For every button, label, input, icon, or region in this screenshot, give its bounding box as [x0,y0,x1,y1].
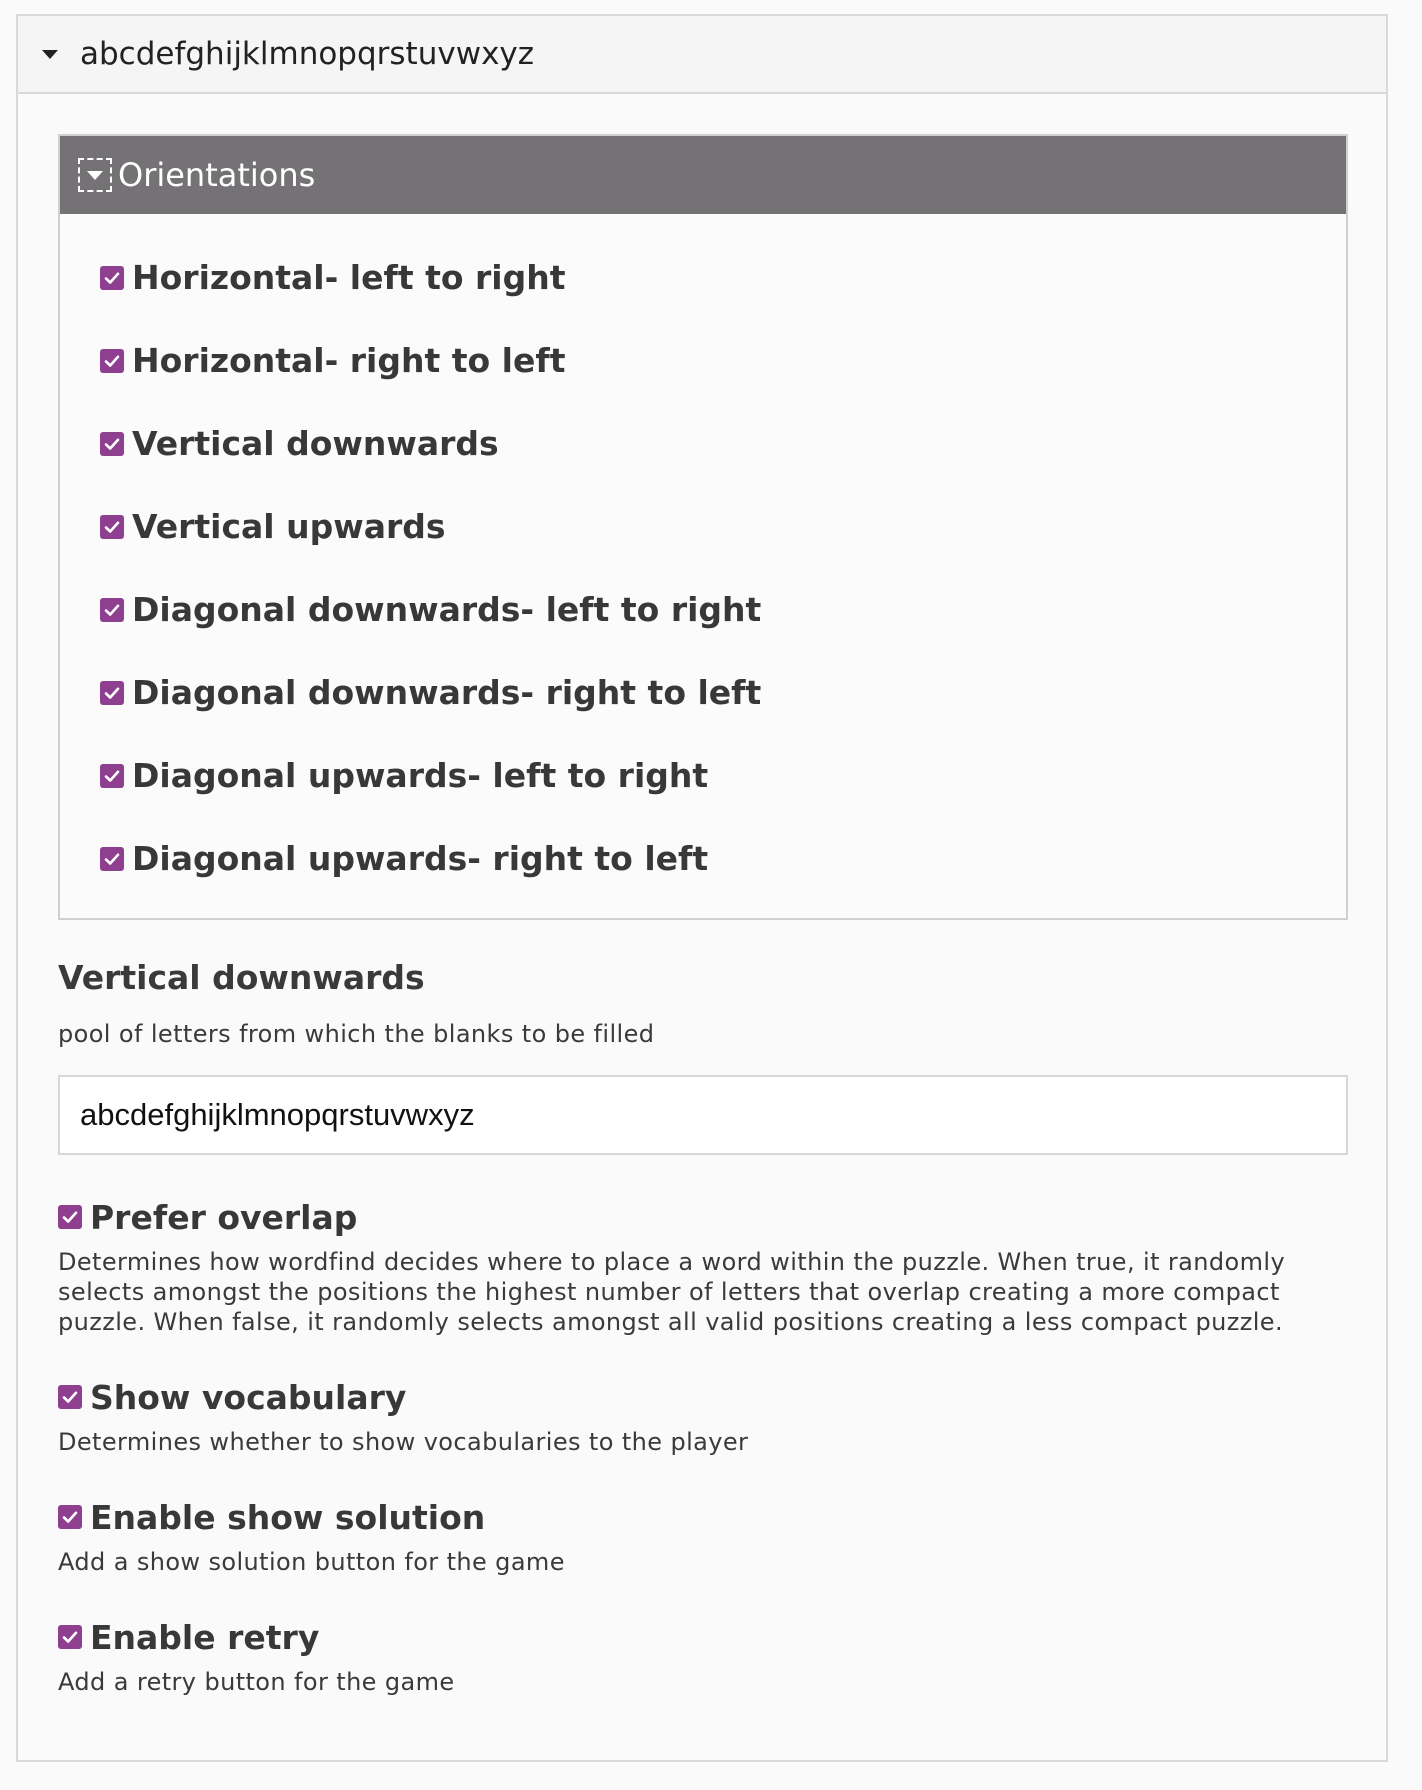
checkbox-checked-icon[interactable] [100,847,124,871]
orientations-header[interactable] [60,136,1346,214]
checkbox-checked-icon[interactable] [100,432,124,456]
enable-show-solution-label: Enable show solution [90,1497,486,1537]
orientation-label: Diagonal downwards- right to left [132,673,762,712]
orientation-label: Diagonal downwards- left to right [132,590,762,629]
checkbox-checked-icon[interactable] [58,1625,82,1649]
enable-retry-label: Enable retry [90,1617,320,1657]
orientation-label: Horizontal- right to left [132,341,566,380]
checkbox-checked-icon[interactable] [100,349,124,373]
orientation-label: Diagonal upwards- right to left [132,839,709,878]
orientation-label: Diagonal upwards- left to right [132,756,709,795]
orientation-label: Vertical downwards [132,424,499,463]
orientation-diagonal-down-rtl[interactable] [100,651,1346,734]
prefer-overlap-label: Prefer overlap [90,1197,358,1237]
prefer-overlap-checkbox[interactable] [58,1195,1358,1239]
enable-show-solution-description: Add a show solution button for the game [58,1548,565,1576]
orientation-horizontal-rtl[interactable] [100,319,1346,402]
checkbox-checked-icon[interactable] [58,1385,82,1409]
enable-retry-option [58,1615,1358,1697]
orientation-diagonal-up-ltr[interactable] [100,734,1346,817]
orientation-label: Horizontal- left to right [132,258,566,297]
caret-down-icon[interactable] [42,50,58,59]
show-vocabulary-label: Show vocabulary [90,1377,407,1417]
fill-field-description: pool of letters from which the blanks to be filled [58,1020,655,1048]
checkbox-checked-icon[interactable] [58,1205,82,1229]
orientations-title: Orientations [118,156,316,194]
orientation-diagonal-down-ltr[interactable] [100,568,1346,651]
orientation-horizontal-ltr[interactable] [100,236,1346,319]
show-vocabulary-checkbox[interactable] [58,1375,1358,1419]
fill-field-title: Vertical downwards [58,958,425,997]
orientation-label: Vertical upwards [132,507,446,546]
checkbox-checked-icon[interactable] [100,515,124,539]
checkbox-checked-icon[interactable] [58,1505,82,1529]
orientations-list [60,214,1346,918]
checkbox-checked-icon[interactable] [100,598,124,622]
show-vocabulary-option [58,1375,1358,1457]
enable-retry-description: Add a retry button for the game [58,1668,455,1696]
orientations-group [58,134,1348,920]
enable-show-solution-option [58,1495,1358,1577]
checkbox-checked-icon[interactable] [100,681,124,705]
orientation-vertical-up[interactable] [100,485,1346,568]
prefer-overlap-option [58,1195,1358,1337]
panel-title: abcdefghijklmnopqrstuvwxyz [80,36,535,72]
enable-show-solution-checkbox[interactable] [58,1495,1358,1539]
panel-header[interactable] [18,16,1386,94]
prefer-overlap-description: Determines how wordfind decides where to place a word within the puzzle. When true, it randomly selects amongst the positions the highest number of letters that overlap creating a more compact puzzle. When false, it randomly selects amongst all valid positions creating a less compact puzzle. [58,1248,1286,1336]
checkbox-checked-icon[interactable] [100,764,124,788]
show-vocabulary-description: Determines whether to show vocabularies to the player [58,1428,749,1456]
enable-retry-checkbox[interactable] [58,1615,1358,1659]
collapse-toggle-icon[interactable] [78,158,112,192]
orientation-vertical-down[interactable] [100,402,1346,485]
fill-letters-input[interactable] [58,1075,1348,1155]
orientation-diagonal-up-rtl[interactable] [100,817,1346,900]
checkbox-checked-icon[interactable] [100,266,124,290]
